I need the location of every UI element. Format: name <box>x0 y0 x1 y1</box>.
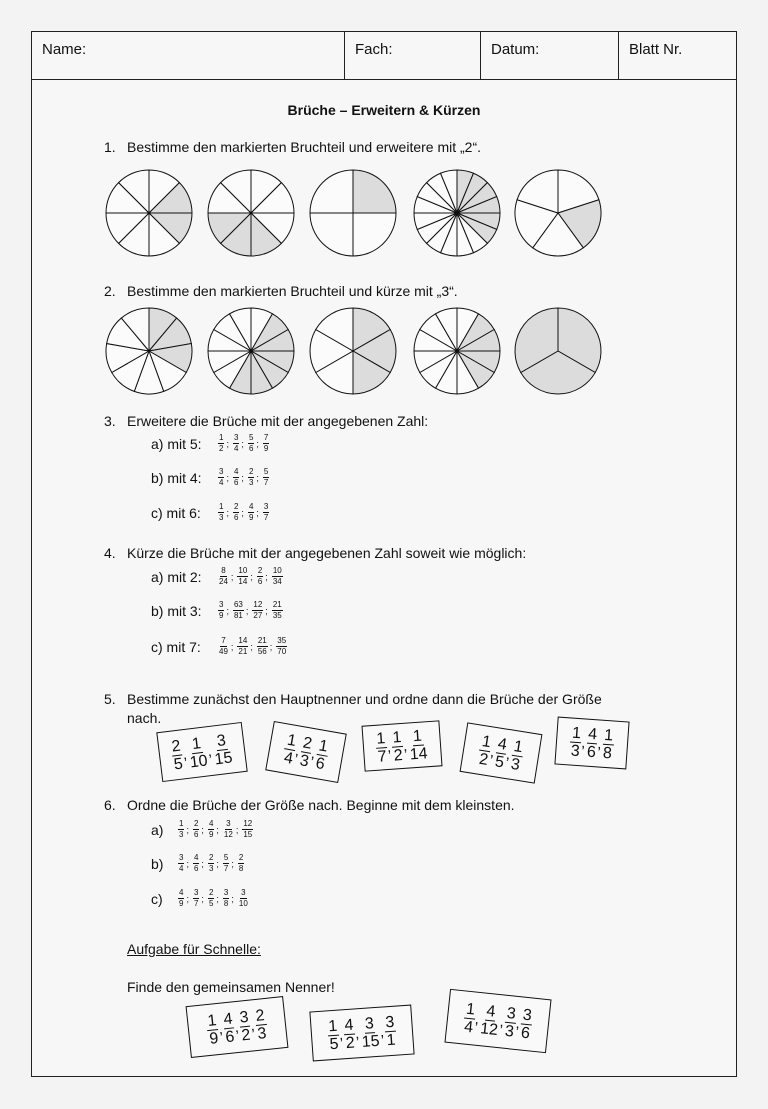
denominator: 24 <box>219 577 228 586</box>
denominator: 15 <box>243 830 253 839</box>
fraction <box>193 853 199 874</box>
denominator: 4 <box>233 444 239 453</box>
fraction <box>223 819 234 840</box>
fraction <box>193 888 199 909</box>
fraction-circle <box>308 306 398 396</box>
separator: , <box>514 1014 521 1032</box>
numerator: 4 <box>233 467 239 476</box>
numerator: 1 <box>179 819 184 828</box>
denominator: 12 <box>479 1019 499 1039</box>
numerator: 5 <box>223 853 229 862</box>
fraction <box>208 853 214 874</box>
fraction-box <box>265 721 347 783</box>
fach-field[interactable] <box>344 32 480 79</box>
numerator: 3 <box>506 1004 517 1023</box>
separator: , <box>402 737 408 755</box>
separator: ; <box>231 858 234 869</box>
numerator: 35 <box>277 636 287 645</box>
fraction-box <box>156 722 247 782</box>
numerator: 3 <box>364 1014 375 1033</box>
numerator: 1 <box>480 732 493 751</box>
numerator: 1 <box>206 1011 218 1030</box>
row-label: b) mit 4: <box>151 469 202 486</box>
separator: ; <box>241 438 244 449</box>
separator: , <box>217 1020 224 1038</box>
worksheet <box>31 31 737 1077</box>
task-number: 6. <box>104 797 116 813</box>
numerator: 1 <box>412 727 423 745</box>
fraction <box>238 888 249 909</box>
task-text: Kürze die Brüche mit der angegebenen Zahl soweit wie möglich: <box>127 545 527 561</box>
fraction <box>178 853 184 874</box>
fraction <box>263 433 269 454</box>
row-label: a) mit 2: <box>151 568 202 585</box>
fraction-circle <box>206 168 296 258</box>
denominator: 6 <box>224 1027 236 1046</box>
fraction-circle <box>513 306 603 396</box>
fraction <box>263 467 269 488</box>
denominator: 7 <box>193 899 199 908</box>
task-text: Erweitere die Brüche mit der angegebenen Zahl: <box>127 413 429 429</box>
numerator: 4 <box>496 735 509 754</box>
fraction-circle <box>104 306 194 396</box>
denominator: 15 <box>361 1032 381 1051</box>
denominator: 3 <box>248 478 254 487</box>
numerator: 8 <box>221 566 226 575</box>
numerator: 2 <box>193 819 199 828</box>
fraction <box>233 600 244 621</box>
numerator: 3 <box>263 502 269 511</box>
separator: ; <box>216 858 219 869</box>
fraction <box>233 467 239 488</box>
sector <box>353 213 396 256</box>
name-field[interactable] <box>32 32 344 79</box>
denominator: 3 <box>509 755 522 774</box>
separator: , <box>249 1016 256 1035</box>
separator: ; <box>265 571 268 582</box>
fraction-box <box>309 1005 414 1062</box>
fraction <box>257 566 263 587</box>
separator: , <box>181 745 188 763</box>
fraction-box <box>361 720 442 771</box>
task-text-continued: nach. <box>127 710 162 726</box>
fraction <box>248 433 254 454</box>
fraction <box>248 467 254 488</box>
fraction <box>509 737 525 773</box>
separator: ; <box>241 472 244 483</box>
fraction <box>218 467 224 488</box>
denominator: 5 <box>208 899 214 908</box>
extra-text: Finde den gemeinsamen Nenner! <box>127 979 335 995</box>
shaded-sector <box>353 170 396 213</box>
denominator: 8 <box>238 864 244 873</box>
numerator: 7 <box>263 433 269 442</box>
denominator: 6 <box>233 513 239 522</box>
task-text: Ordne die Brüche der Größe nach. Beginne mit dem kleinsten. <box>127 797 515 813</box>
denominator: 2 <box>345 1034 356 1052</box>
separator: , <box>386 738 392 756</box>
fraction <box>218 600 224 621</box>
numerator: 5 <box>248 433 254 442</box>
denominator: 35 <box>272 611 282 620</box>
numerator: 1 <box>391 728 402 747</box>
denominator: 3 <box>179 830 184 839</box>
numerator: 4 <box>343 1016 354 1034</box>
denominator: 2 <box>393 746 404 765</box>
fraction <box>254 1007 269 1043</box>
denominator: 27 <box>253 611 263 620</box>
fraction <box>218 502 224 523</box>
task-number: 1. <box>104 139 116 155</box>
denominator: 56 <box>257 647 267 656</box>
task-number: 4. <box>104 545 116 561</box>
denominator: 12 <box>223 830 233 839</box>
numerator: 2 <box>208 853 214 862</box>
fraction <box>193 819 199 840</box>
numerator: 5 <box>263 467 269 476</box>
exercise-row <box>151 566 284 587</box>
numerator: 12 <box>243 819 253 828</box>
separator: ; <box>230 641 234 652</box>
numerator: 2 <box>254 1006 266 1025</box>
denominator: 6 <box>193 864 199 873</box>
denominator: 1 <box>386 1031 397 1049</box>
fraction <box>238 853 244 874</box>
separator: ; <box>216 893 219 904</box>
separator: ; <box>201 893 204 904</box>
numerator: 12 <box>253 600 263 609</box>
task-number: 5. <box>104 691 116 707</box>
denominator: 6 <box>520 1024 531 1042</box>
fraction <box>276 636 287 657</box>
denominator: 15 <box>213 748 234 768</box>
separator: , <box>379 1022 385 1041</box>
numerator: 1 <box>465 1000 476 1018</box>
numerator: 3 <box>384 1013 395 1031</box>
denominator: 9 <box>208 830 214 839</box>
separator: ; <box>256 438 259 449</box>
numerator: 1 <box>512 737 525 756</box>
row-label: a) <box>151 821 164 838</box>
numerator: 2 <box>208 888 214 897</box>
separator: , <box>233 1018 240 1036</box>
name-label: Name: <box>42 41 87 58</box>
task-text: Bestimme den markierten Bruchteil und kürze mit „3“. <box>127 283 458 299</box>
fraction <box>218 636 229 657</box>
exercise-row <box>151 888 250 909</box>
fraction <box>519 1006 534 1042</box>
separator: ; <box>250 641 253 652</box>
numerator: 10 <box>238 566 248 575</box>
denominator: 7 <box>263 513 269 522</box>
denominator: 7 <box>263 478 269 487</box>
numerator: 4 <box>248 502 254 511</box>
denominator: 8 <box>602 744 613 762</box>
numerator: 4 <box>485 1002 497 1021</box>
denominator: 7 <box>377 747 388 766</box>
fraction <box>233 433 239 454</box>
sector <box>310 213 353 256</box>
separator: , <box>489 742 496 761</box>
denominator: 34 <box>272 577 282 586</box>
fraction <box>218 566 229 587</box>
numerator: 7 <box>221 636 226 645</box>
fraction-circle <box>206 306 296 396</box>
fraction <box>242 819 253 840</box>
numerator: 3 <box>193 888 199 897</box>
fraction <box>233 502 239 523</box>
fraction <box>601 726 614 762</box>
fraction <box>218 433 224 454</box>
separator: ; <box>231 893 234 904</box>
denominator: 9 <box>248 513 254 522</box>
numerator: 2 <box>170 737 182 756</box>
row-label: a) mit 5: <box>151 435 202 452</box>
numerator: 1 <box>219 433 224 442</box>
fraction-box <box>444 989 551 1053</box>
denominator: 4 <box>282 748 295 768</box>
fraction <box>223 853 229 874</box>
denominator: 9 <box>208 1029 220 1048</box>
numerator: 1 <box>191 734 202 753</box>
task-number: 3. <box>104 413 116 429</box>
denominator: 3 <box>208 864 214 873</box>
separator: ; <box>186 858 189 869</box>
denominator: 6 <box>314 754 327 773</box>
fraction <box>237 636 248 657</box>
fraction <box>223 888 229 909</box>
denominator: 6 <box>257 577 263 586</box>
numerator: 3 <box>215 731 227 750</box>
denominator: 6 <box>586 743 597 761</box>
numerator: 3 <box>223 888 229 897</box>
numerator: 4 <box>193 853 199 862</box>
separator: ; <box>256 472 259 483</box>
numerator: 14 <box>238 636 248 645</box>
separator: ; <box>226 507 229 518</box>
separator: , <box>309 744 317 763</box>
task-text: Bestimme den markierten Bruchteil und erweitere mit „2“. <box>127 139 482 155</box>
separator: ; <box>245 605 249 616</box>
numerator: 1 <box>285 731 298 750</box>
denominator: 6 <box>233 478 239 487</box>
numerator: 3 <box>179 853 184 862</box>
denominator: 81 <box>233 611 243 620</box>
denominator: 9 <box>179 899 184 908</box>
separator: , <box>338 1025 344 1044</box>
separator: , <box>474 1010 481 1028</box>
denominator: 3 <box>504 1022 515 1041</box>
denominator: 3 <box>219 513 224 522</box>
numerator: 21 <box>272 600 282 609</box>
numerator: 1 <box>317 736 330 756</box>
blatt-field[interactable] <box>618 32 736 79</box>
separator: ; <box>201 824 204 835</box>
separator: ; <box>265 605 268 616</box>
separator: ; <box>250 571 253 582</box>
numerator: 3 <box>233 433 239 442</box>
fraction <box>272 600 283 621</box>
numerator: 1 <box>375 729 386 748</box>
numerator: 4 <box>222 1009 234 1028</box>
numerator: 4 <box>179 888 184 897</box>
fraction <box>263 502 269 523</box>
separator: ; <box>201 858 204 869</box>
exercise-row <box>151 467 270 488</box>
denominator: 49 <box>219 647 228 656</box>
numerator: 1 <box>327 1017 338 1035</box>
denominator: 9 <box>219 611 224 620</box>
denominator: 6 <box>248 444 254 453</box>
denominator: 5 <box>329 1035 340 1053</box>
fraction <box>252 600 263 621</box>
fraction <box>178 888 184 909</box>
fraction <box>313 737 330 773</box>
numerator: 3 <box>226 819 231 828</box>
numerator: 2 <box>301 733 314 753</box>
exercise-row <box>151 636 288 657</box>
denominator: 14 <box>238 577 248 586</box>
separator: ; <box>235 824 239 835</box>
exercise-row <box>151 853 245 874</box>
fraction <box>478 1002 501 1039</box>
denominator: 8 <box>223 899 229 908</box>
denominator: 5 <box>172 754 184 773</box>
denominator: 3 <box>570 742 581 760</box>
separator: , <box>354 1024 360 1042</box>
fraction <box>178 819 184 840</box>
numerator: 2 <box>233 502 239 511</box>
fraction <box>210 731 234 768</box>
datum-field[interactable] <box>480 32 618 79</box>
extra-heading: Aufgabe für Schnelle: <box>127 941 261 957</box>
fraction <box>237 566 248 587</box>
fraction-box <box>460 722 543 783</box>
separator: , <box>596 734 603 753</box>
numerator: 21 <box>257 636 267 645</box>
separator: , <box>580 733 587 752</box>
denominator: 70 <box>277 647 287 656</box>
fraction-circle <box>412 306 502 396</box>
separator: ; <box>269 641 273 652</box>
fraction <box>407 727 429 763</box>
denominator: 2 <box>219 444 224 453</box>
exercise-row <box>151 600 284 621</box>
separator: , <box>498 1012 505 1031</box>
numerator: 3 <box>219 467 224 476</box>
numerator: 10 <box>272 566 282 575</box>
task-text: Bestimme zunächst den Hauptnenner und ordne dann die Brüche der Größe <box>127 691 602 707</box>
numerator: 4 <box>208 819 214 828</box>
numerator: 1 <box>219 502 224 511</box>
fraction <box>384 1013 397 1049</box>
denominator: 3 <box>298 751 311 771</box>
numerator: 2 <box>248 467 254 476</box>
denominator: 2 <box>477 750 490 769</box>
denominator: 4 <box>219 478 224 487</box>
fraction <box>208 888 214 909</box>
denominator: 9 <box>263 444 269 453</box>
fraction <box>359 1014 381 1050</box>
separator: ; <box>186 824 189 835</box>
fraction <box>272 566 283 587</box>
exercise-row <box>151 502 270 523</box>
numerator: 3 <box>522 1006 533 1024</box>
exercise-row <box>151 433 270 454</box>
separator: ; <box>256 507 259 518</box>
denominator: 21 <box>238 647 248 656</box>
fraction <box>208 819 214 840</box>
page-title: Brüche – Erweitern & Kürzen <box>287 102 481 118</box>
fach-label: Fach: <box>355 41 393 58</box>
numerator: 1 <box>571 724 582 742</box>
fraction <box>186 734 213 771</box>
numerator: 3 <box>238 1008 250 1027</box>
numerator: 63 <box>233 600 243 609</box>
fraction-box <box>554 717 629 770</box>
separator: ; <box>241 507 244 518</box>
fraction <box>257 636 268 657</box>
denominator: 3 <box>256 1024 268 1043</box>
separator: ; <box>186 893 189 904</box>
row-label: b) mit 3: <box>151 602 202 619</box>
denominator: 4 <box>179 864 184 873</box>
sector <box>310 170 353 213</box>
row-label: c) <box>151 890 163 907</box>
denominator: 4 <box>463 1018 474 1036</box>
denominator: 14 <box>409 744 429 763</box>
task-number: 2. <box>104 283 116 299</box>
fraction-circle <box>513 168 603 258</box>
denominator: 7 <box>223 864 229 873</box>
denominator: 5 <box>493 752 506 771</box>
fraction-box <box>186 996 289 1058</box>
separator: ; <box>230 571 234 582</box>
exercise-row <box>151 819 254 840</box>
separator: ; <box>226 472 229 483</box>
numerator: 3 <box>241 888 246 897</box>
numerator: 2 <box>257 566 263 575</box>
separator: ; <box>226 438 229 449</box>
row-label: b) <box>151 855 164 872</box>
datum-label: Datum: <box>491 41 540 58</box>
separator: , <box>294 741 302 760</box>
denominator: 10 <box>188 751 209 771</box>
row-label: c) mit 6: <box>151 504 201 521</box>
fraction-circle <box>412 168 502 258</box>
fraction-circle <box>308 168 398 258</box>
numerator: 4 <box>587 725 598 743</box>
separator: ; <box>216 824 219 835</box>
header-row <box>32 32 736 80</box>
numerator: 1 <box>603 726 614 744</box>
fraction-circle <box>104 168 194 258</box>
denominator: 6 <box>193 830 199 839</box>
row-label: c) mit 7: <box>151 638 201 655</box>
denominator: 10 <box>238 899 248 908</box>
separator: , <box>505 745 512 763</box>
blatt-label: Blatt Nr. <box>629 41 683 58</box>
separator: , <box>206 742 213 760</box>
numerator: 2 <box>238 853 244 862</box>
separator: ; <box>226 605 229 616</box>
denominator: 2 <box>240 1026 252 1045</box>
fraction <box>248 502 254 523</box>
numerator: 3 <box>219 600 224 609</box>
